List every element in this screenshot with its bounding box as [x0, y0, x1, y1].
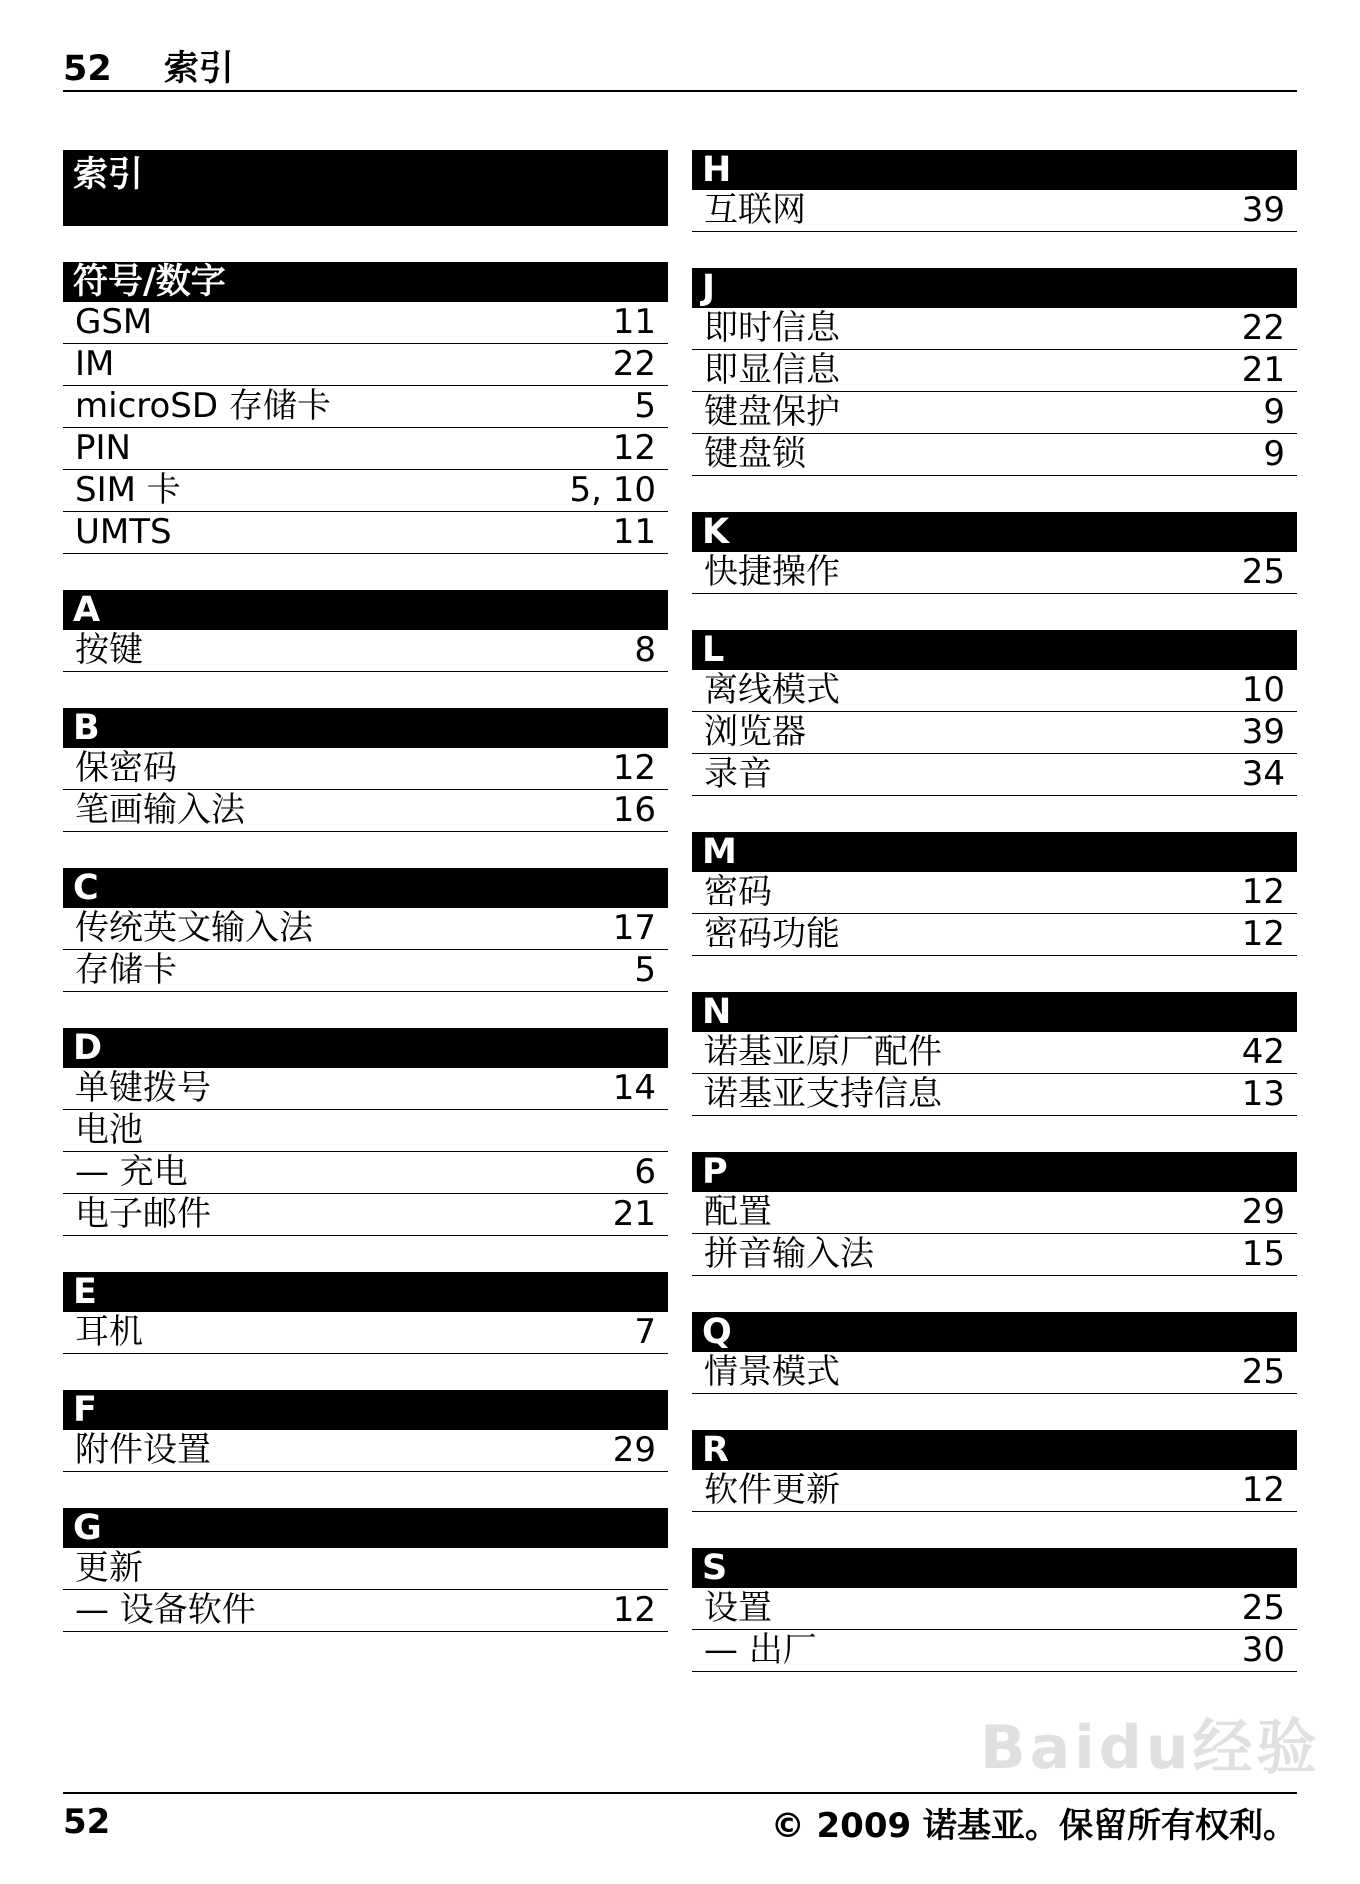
- entry-page: 16: [612, 790, 656, 830]
- entry-term: 即显信息: [704, 350, 840, 390]
- entry-page: 15: [1241, 1234, 1285, 1274]
- index-entry: [692, 1074, 1297, 1116]
- index-entry: [63, 1194, 668, 1236]
- entry-page: 7: [634, 1312, 656, 1352]
- index-entry: [692, 1234, 1297, 1276]
- entry-term: PIN: [75, 428, 131, 468]
- entry-page: 13: [1241, 1074, 1285, 1114]
- index-entry: [692, 1630, 1297, 1672]
- entry-page: 9: [1263, 392, 1285, 432]
- section-heading: B: [63, 708, 668, 748]
- entry-page: 25: [1241, 1588, 1285, 1628]
- entry-page: 5: [634, 386, 656, 426]
- index-section: [63, 590, 668, 672]
- entry-term: 密码功能: [704, 914, 840, 954]
- index-entry: [63, 1590, 668, 1632]
- page-footer: [63, 1792, 1297, 1850]
- entry-page: 30: [1241, 1630, 1285, 1670]
- index-entry: [692, 1352, 1297, 1394]
- entry-term: — 出厂: [704, 1630, 817, 1670]
- index-section: [692, 150, 1297, 232]
- entry-term: 按键: [75, 630, 143, 670]
- index-entry: [63, 1430, 668, 1472]
- entry-term: 键盘锁: [704, 434, 806, 474]
- entry-term: GSM: [75, 302, 153, 342]
- header-page-number: 52: [63, 49, 112, 89]
- entry-page: 25: [1241, 552, 1285, 592]
- entry-page: 39: [1241, 712, 1285, 752]
- entry-page: 17: [612, 908, 656, 948]
- index-section: [63, 1272, 668, 1354]
- index-section: [692, 992, 1297, 1116]
- index-entry: [692, 190, 1297, 232]
- right-sections: [692, 150, 1297, 1672]
- section-heading: K: [692, 512, 1297, 552]
- index-section: [63, 1028, 668, 1236]
- index-section: [63, 1508, 668, 1632]
- section-heading: G: [63, 1508, 668, 1548]
- index-entry: [63, 1152, 668, 1194]
- entry-page: 21: [1241, 350, 1285, 390]
- entry-term: 快捷操作: [704, 552, 840, 592]
- index-entry: [692, 1192, 1297, 1234]
- entry-term: 拼音输入法: [704, 1234, 874, 1274]
- index-entry: [63, 1068, 668, 1110]
- footer-copyright: © 2009 诺基亚。保留所有权利。: [770, 1805, 1297, 1846]
- index-entry: [692, 434, 1297, 476]
- section-heading: A: [63, 590, 668, 630]
- index-section: [692, 512, 1297, 594]
- entry-page: 6: [634, 1152, 656, 1192]
- section-heading: C: [63, 868, 668, 908]
- header-title: 索引: [163, 49, 234, 89]
- entry-term: 保密码: [75, 748, 177, 788]
- section-heading: N: [692, 992, 1297, 1032]
- footer-page-number: 52: [63, 1802, 111, 1842]
- index-entry: [692, 308, 1297, 350]
- index-entry: [63, 1110, 668, 1152]
- page-header: [63, 48, 1297, 92]
- entry-term: 设置: [704, 1588, 772, 1628]
- entry-term: 浏览器: [704, 712, 806, 752]
- index-title-bar: 索引: [63, 150, 668, 226]
- entry-term: 存储卡: [75, 950, 177, 990]
- entry-page: 29: [612, 1430, 656, 1470]
- index-section: [63, 708, 668, 832]
- entry-term: 情景模式: [704, 1352, 840, 1392]
- index-section: [692, 1548, 1297, 1672]
- section-heading: R: [692, 1430, 1297, 1470]
- entry-page: 12: [612, 428, 656, 468]
- entry-term: microSD 存储卡: [75, 386, 331, 426]
- entry-term: 离线模式: [704, 670, 840, 710]
- entry-term: 密码: [704, 872, 772, 912]
- index-entry: [692, 552, 1297, 594]
- section-heading: S: [692, 1548, 1297, 1588]
- index-entry: [692, 1588, 1297, 1630]
- index-entry: [692, 670, 1297, 712]
- index-section: [63, 262, 668, 554]
- entry-page: 11: [612, 512, 656, 552]
- entry-term: SIM 卡: [75, 470, 181, 510]
- section-heading: L: [692, 630, 1297, 670]
- entry-term: 诺基亚支持信息: [704, 1074, 942, 1114]
- entry-page: 42: [1241, 1032, 1285, 1072]
- entry-term: 耳机: [75, 1312, 143, 1352]
- index-entry: [692, 754, 1297, 796]
- entry-term: 录音: [704, 754, 772, 794]
- entry-page: 12: [1241, 914, 1285, 954]
- index-entry: [63, 748, 668, 790]
- index-entry: [692, 872, 1297, 914]
- entry-page: 25: [1241, 1352, 1285, 1392]
- index-section: [692, 1430, 1297, 1512]
- entry-term: 即时信息: [704, 308, 840, 348]
- index-section: [63, 868, 668, 992]
- section-heading: D: [63, 1028, 668, 1068]
- index-section: [692, 1312, 1297, 1394]
- index-section: [63, 1390, 668, 1472]
- entry-page: 14: [612, 1068, 656, 1108]
- index-entry: [63, 790, 668, 832]
- entry-term: 软件更新: [704, 1470, 840, 1510]
- entry-term: — 设备软件: [75, 1590, 256, 1630]
- entry-page: 5: [634, 950, 656, 990]
- right-column: [692, 150, 1297, 1708]
- section-heading: F: [63, 1390, 668, 1430]
- index-entry: [692, 350, 1297, 392]
- entry-page: 10: [1241, 670, 1285, 710]
- entry-page: 12: [612, 1590, 656, 1630]
- entry-page: 22: [1241, 308, 1285, 348]
- index-section: [692, 832, 1297, 956]
- index-entry: [63, 470, 668, 512]
- index-entry: [63, 950, 668, 992]
- entry-page: 8: [634, 630, 656, 670]
- entry-term: 笔画输入法: [75, 790, 245, 830]
- entry-term: 配置: [704, 1192, 772, 1232]
- index-section: [692, 630, 1297, 796]
- entry-page: 34: [1241, 754, 1285, 794]
- entry-term: 更新: [75, 1548, 143, 1588]
- left-column: [63, 150, 668, 1668]
- index-entry: [63, 1312, 668, 1354]
- entry-page: 11: [612, 302, 656, 342]
- section-heading: 符号/数字: [63, 262, 668, 302]
- section-heading: E: [63, 1272, 668, 1312]
- entry-page: 21: [612, 1194, 656, 1234]
- index-entry: [692, 392, 1297, 434]
- entry-term: 单键拨号: [75, 1068, 211, 1108]
- entry-term: — 充电: [75, 1152, 188, 1192]
- index-entry: [63, 344, 668, 386]
- entry-term: 互联网: [704, 190, 806, 230]
- index-entry: [692, 712, 1297, 754]
- entry-page: 39: [1241, 190, 1285, 230]
- entry-term: 电池: [75, 1110, 143, 1150]
- entry-page: 12: [1241, 872, 1285, 912]
- index-entry: [63, 428, 668, 470]
- entry-term: 附件设置: [75, 1430, 211, 1470]
- entry-term: 键盘保护: [704, 392, 840, 432]
- index-entry: [692, 1032, 1297, 1074]
- index-entry: [63, 386, 668, 428]
- index-entry: [63, 908, 668, 950]
- index-entry: [63, 512, 668, 554]
- entry-term: 电子邮件: [75, 1194, 211, 1234]
- entry-term: 传统英文输入法: [75, 908, 313, 948]
- entry-page: 22: [612, 344, 656, 384]
- index-entry: [692, 914, 1297, 956]
- index-entry: [63, 1548, 668, 1590]
- index-section: [692, 268, 1297, 476]
- entry-term: 诺基亚原厂配件: [704, 1032, 942, 1072]
- entry-term: IM: [75, 344, 115, 384]
- section-heading: H: [692, 150, 1297, 190]
- index-entry: [692, 1470, 1297, 1512]
- entry-term: UMTS: [75, 512, 172, 552]
- index-entry: [63, 302, 668, 344]
- section-heading: P: [692, 1152, 1297, 1192]
- entry-page: 12: [1241, 1470, 1285, 1510]
- index-entry: [63, 630, 668, 672]
- entry-page: 12: [612, 748, 656, 788]
- left-sections: [63, 262, 668, 1632]
- entry-page: 9: [1263, 434, 1285, 474]
- index-section: [692, 1152, 1297, 1276]
- entry-page: 5, 10: [569, 470, 656, 510]
- section-heading: J: [692, 268, 1297, 308]
- entry-page: 29: [1241, 1192, 1285, 1232]
- watermark: Baidu经验: [980, 1713, 1321, 1783]
- section-heading: M: [692, 832, 1297, 872]
- section-heading: Q: [692, 1312, 1297, 1352]
